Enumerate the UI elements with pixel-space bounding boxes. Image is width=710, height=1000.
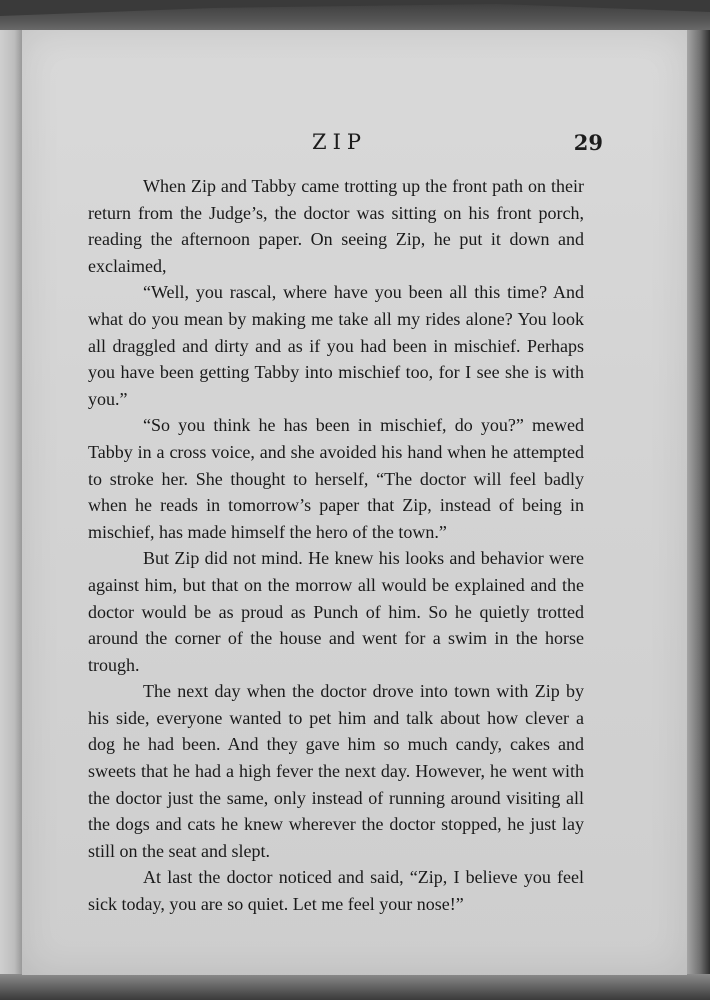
page-left-edge	[0, 30, 24, 980]
book-page	[22, 30, 687, 975]
page-number: 29	[573, 130, 603, 155]
paragraph: When Zip and Tabby came trotting up the front path on their return from the Judge’s, the doctor was sitting on his front porch, reading the afternoon paper. On seeing Zip, he put it down and exclaimed,	[88, 176, 584, 276]
paragraph: “Well, you rascal, where have you been all this time? And what do you mean by making me take all my rides alone? You look all draggled and dirty and as if you had been in mischief. Perhaps you have been getting Tabby into mischief too, for I see she is with you.”	[88, 282, 584, 409]
running-head-title: ZIP	[312, 130, 368, 154]
paragraph: At last the doctor noticed and said, “Zip, I believe you feel sick today, you are so quiet. Let me feel your nose!”	[88, 867, 584, 915]
page-right-edge	[686, 30, 710, 990]
page-bottom-edge	[0, 974, 710, 1000]
running-head	[22, 130, 687, 160]
paragraph: “So you think he has been in mischief, do you?” mewed Tabby in a cross voice, and she avoided his hand when he attempted to stroke her. She thought to herself, “The doctor will feel badly when he reads in tomorrow’s paper that Zip, instead of being in mischief, has made himself the hero of the town.”	[88, 415, 584, 542]
paragraph: But Zip did not mind. He knew his looks and behavior were against him, but that on the morrow all would be explained and the doctor would be as proud as Punch of him. So he quietly trotted around the corner of the house and went for a swim in the horse trough.	[88, 548, 584, 675]
paragraph: The next day when the doctor drove into town with Zip by his side, everyone wanted to pet him and talk about how clever a dog he had been. And they gave him so much candy, cakes and sweets that he had a high fever the next day. However, he went with the doctor just the same, only instead of running around visiting all the dogs and cats he knew wherever the doctor stopped, he just lay still on the seat and slept.	[88, 681, 584, 861]
body-text	[88, 173, 584, 918]
